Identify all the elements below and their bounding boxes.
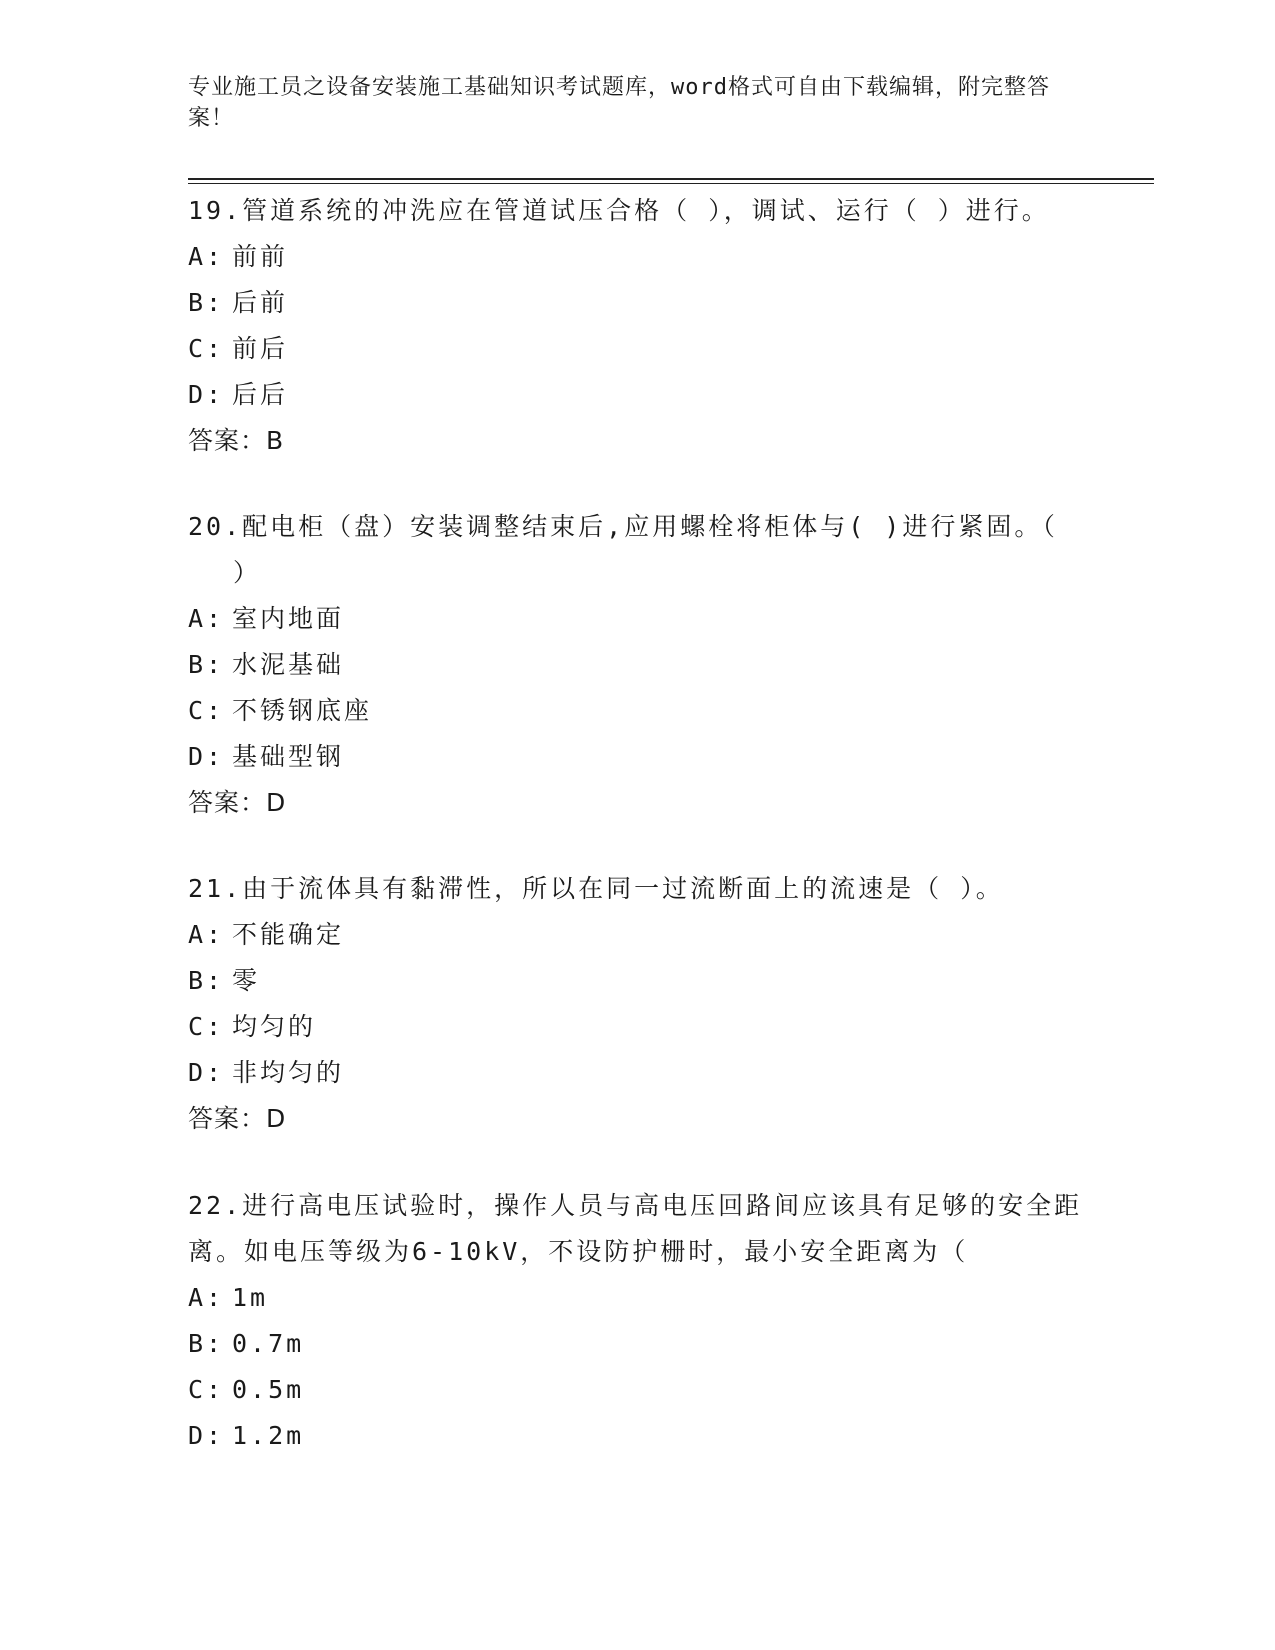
option-label: A: <box>188 604 225 633</box>
option-text: 后前 <box>232 288 289 317</box>
option-text: 1.2m <box>232 1421 305 1450</box>
question-stem <box>188 504 1088 596</box>
document-intro: 专业施工员之设备安装施工基础知识考试题库，word格式可自由下载编辑，附完整答案！ <box>188 75 1050 131</box>
option-text: 后后 <box>232 380 289 409</box>
option-label: D: <box>188 1058 225 1087</box>
option-label: B: <box>188 650 225 679</box>
answer: 答案：B <box>188 426 285 455</box>
header-divider-top <box>188 178 1154 180</box>
option-label: C: <box>188 334 225 363</box>
option-text: 不能确定 <box>232 920 345 949</box>
option-label: C: <box>188 696 225 725</box>
question-stem: 19.管道系统的冲洗应在管道试压合格（ ），调试、运行（ ）进行。 <box>188 196 1050 225</box>
option-text: 零 <box>232 966 261 995</box>
option-d <box>188 372 1088 418</box>
question-stem: 22.进行高电压试验时，操作人员与高电压回路间应该具有足够的安全距离。如电压等级为6-10kV，不设防护栅时，最小安全距离为（ <box>188 1191 1083 1266</box>
option-label: B: <box>188 1329 225 1358</box>
option-text: 室内地面 <box>232 604 345 633</box>
option-c <box>188 1004 1088 1050</box>
option-label: D: <box>188 742 225 771</box>
option-label: A: <box>188 242 225 271</box>
option-a <box>188 596 1088 642</box>
option-a <box>188 912 1088 958</box>
question-19 <box>188 188 1088 464</box>
question-stem-continuation: ） <box>233 558 262 587</box>
option-label: D: <box>188 1421 225 1450</box>
option-label: C: <box>188 1375 225 1404</box>
option-label: C: <box>188 1012 225 1041</box>
option-b <box>188 1321 1088 1367</box>
option-text: 不锈钢底座 <box>232 696 373 725</box>
option-c <box>188 688 1088 734</box>
question-stem-text: 20.配电柜（盘）安装调整结束后,应用螺栓将柜体与( )进行紧固。（ <box>188 512 1058 541</box>
option-b <box>188 280 1088 326</box>
option-text: 前前 <box>232 242 289 271</box>
option-label: D: <box>188 380 225 409</box>
option-d <box>188 1413 1088 1459</box>
header-divider-bottom <box>188 183 1154 184</box>
option-text: 1m <box>232 1283 269 1312</box>
question-22 <box>188 1183 1088 1459</box>
question-stem: 21.由于流体具有黏滞性，所以在同一过流断面上的流速是（ ）。 <box>188 874 1004 903</box>
option-c <box>188 1367 1088 1413</box>
option-text: 0.7m <box>232 1329 305 1358</box>
option-a <box>188 234 1088 280</box>
option-text: 水泥基础 <box>232 650 345 679</box>
option-b <box>188 958 1088 1004</box>
option-text: 均匀的 <box>232 1012 317 1041</box>
option-text: 基础型钢 <box>232 742 345 771</box>
answer: 答案：D <box>188 788 287 817</box>
question-21 <box>188 866 1088 1142</box>
option-d <box>188 1050 1088 1096</box>
option-d <box>188 734 1088 780</box>
option-label: B: <box>188 966 225 995</box>
option-label: A: <box>188 1283 225 1312</box>
answer: 答案：D <box>188 1104 287 1133</box>
option-label: B: <box>188 288 225 317</box>
option-a <box>188 1275 1088 1321</box>
option-text: 前后 <box>232 334 289 363</box>
option-b <box>188 642 1088 688</box>
option-label: A: <box>188 920 225 949</box>
option-c <box>188 326 1088 372</box>
question-20 <box>188 504 1088 826</box>
option-text: 0.5m <box>232 1375 305 1404</box>
option-text: 非均匀的 <box>232 1058 345 1087</box>
